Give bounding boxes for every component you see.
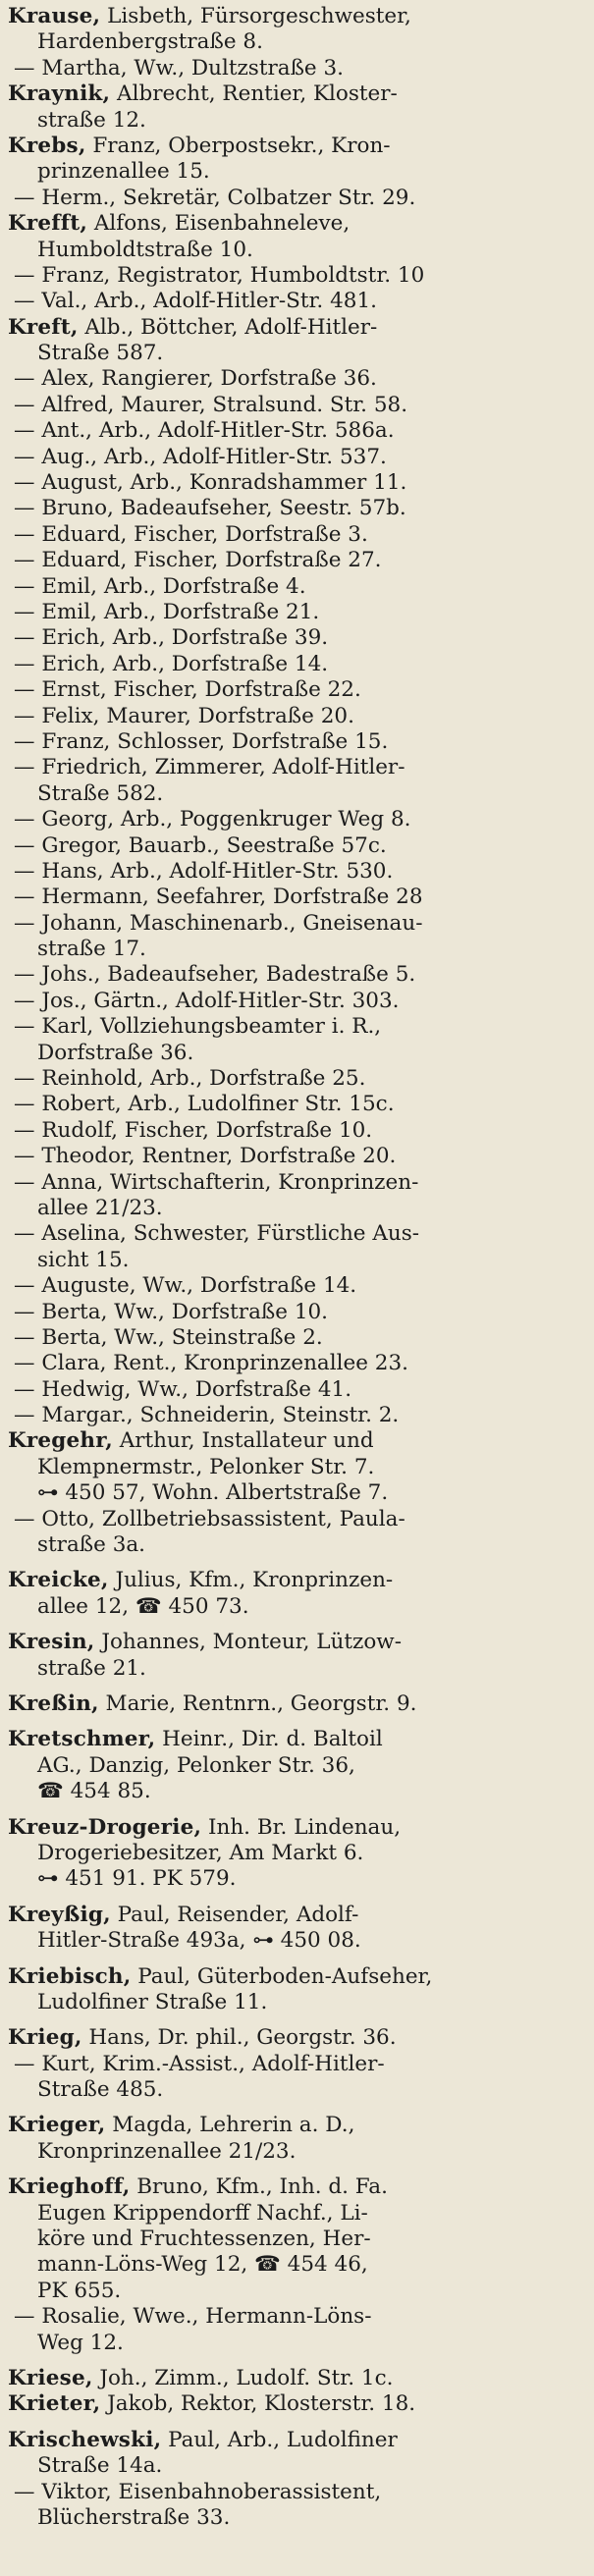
directory-continuation: [8, 1532, 584, 1558]
entry-text: — Alfred, Maurer, Stralsund. Str. 58.: [14, 392, 408, 417]
entry-text: — Robert, Arb., Ludolfiner Str. 15c.: [14, 1092, 395, 1117]
entry-surname: Kreuz-Drogerie,: [8, 1814, 202, 1840]
directory-subentry: [8, 704, 584, 729]
entry-text: — Bruno, Badeaufseher, Seestr. 57b.: [14, 496, 406, 521]
entry-text: — Aug., Arb., Adolf-Hitler-Str. 537.: [14, 444, 387, 469]
entry-text: — Erich, Arb., Dorfstraße 39.: [14, 625, 329, 651]
entry-text: — Herm., Sekretär, Colbatzer Str. 29.: [14, 185, 416, 210]
entry-surname: Krebs,: [8, 133, 86, 158]
directory-continuation: [8, 1480, 584, 1506]
directory-subentry: [8, 911, 584, 937]
entry-text: ⊶ 450 57, Wohn. Albertstraße 7.: [37, 1480, 389, 1506]
entry-text: — Hermann, Seefahrer, Dorfstraße 28: [14, 885, 423, 910]
directory-continuation: [8, 1455, 584, 1480]
entry-text: Lisbeth, Fürsorgeschwester,: [100, 4, 411, 28]
directory-entry: [8, 2391, 584, 2417]
directory-continuation: [8, 2252, 584, 2278]
entry-text: — Martha, Ww., Dultzstraße 3.: [14, 55, 345, 80]
entry-text: Kronprinzenallee 21/23.: [37, 2138, 297, 2164]
entry-surname: Krieger,: [8, 2113, 106, 2138]
directory-entry: [8, 2366, 584, 2391]
entry-text: — Alex, Rangierer, Dorfstraße 36.: [14, 366, 377, 392]
entry-text: — Viktor, Eisenbahnoberassistent,: [14, 2479, 382, 2504]
entry-text: Hitler-Straße 493a, ⊶ 450 08.: [37, 1928, 361, 1954]
entry-text: — Berta, Ww., Dorfstraße 10.: [14, 1299, 329, 1324]
entry-surname: Krefft,: [8, 211, 88, 237]
directory-continuation: [8, 2201, 584, 2227]
directory-continuation: [8, 2077, 584, 2103]
directory-continuation: [8, 29, 584, 55]
directory-subentry: [8, 885, 584, 910]
entry-text: — Theodor, Rentner, Dorfstraße 20.: [14, 1144, 397, 1169]
entry-text: Straße 582.: [37, 780, 164, 806]
directory-subentry: [8, 1300, 584, 1325]
directory-entry: [8, 1903, 584, 1928]
entry-text: Magda, Lehrerin a. D.,: [105, 2113, 355, 2138]
entry-text: — Johs., Badeaufseher, Badestraße 5.: [14, 962, 416, 988]
directory-subentry: [8, 393, 584, 418]
entry-text: — Friedrich, Zimmerer, Adolf-Hitler-: [14, 755, 405, 780]
entry-surname: Krieghoff,: [8, 2174, 131, 2200]
entry-surname: Kriese,: [8, 2365, 93, 2390]
entry-surname: Kresin,: [8, 1630, 95, 1655]
directory-subentry: [8, 1092, 584, 1117]
directory-subentry: [8, 263, 584, 289]
entry-text: Marie, Rentnrn., Georgstr. 9.: [98, 1691, 417, 1716]
directory-continuation: [8, 238, 584, 263]
entry-surname: Kreft,: [8, 314, 79, 340]
entry-text: ☎ 454 85.: [37, 1779, 151, 1804]
entry-text: — Karl, Vollziehungsbeamter i. R.,: [14, 1014, 382, 1040]
entry-text: Klempnermstr., Pelonker Str. 7.: [37, 1454, 375, 1479]
directory-subentry: [8, 2304, 584, 2330]
entry-text: Ludolfiner Straße 11.: [37, 1989, 268, 2014]
directory-subentry: [8, 2052, 584, 2077]
entry-text: — Rudolf, Fischer, Dorfstraße 10.: [14, 1117, 373, 1143]
directory-entry: [8, 4, 584, 29]
entry-text: — Emil, Arb., Dorfstraße 21.: [14, 599, 320, 624]
entry-text: Weg 12.: [37, 2330, 124, 2355]
directory-subentry: [8, 677, 584, 703]
directory-subentry: [8, 729, 584, 755]
entry-text: — Hedwig, Ww., Dorfstraße 41.: [14, 1376, 352, 1402]
directory-subentry: [8, 470, 584, 496]
entry-text: — August, Arb., Konradshammer 11.: [14, 470, 407, 496]
entry-text: Franz, Oberpostsekr., Kron-: [85, 133, 391, 158]
entry-text: — Anna, Wirtschafterin, Kronprinzen-: [14, 1169, 419, 1195]
entry-text: — Franz, Schlosser, Dorfstraße 15.: [14, 728, 389, 754]
directory-entry: [8, 1568, 584, 1593]
entry-text: straße 3a.: [37, 1532, 146, 1558]
directory-entry: [8, 315, 584, 341]
entry-text: Joh., Zimm., Ludolf. Str. 1c.: [92, 2365, 394, 2390]
directory-subentry: [8, 833, 584, 859]
directory-subentry: [8, 1014, 584, 1040]
directory-continuation: [8, 2505, 584, 2531]
entry-text: Johannes, Monteur, Lützow-: [94, 1630, 402, 1655]
entry-text: straße 17.: [37, 937, 146, 962]
directory-subentry: [8, 1170, 584, 1196]
directory-subentry: [8, 418, 584, 444]
directory-subentry: [8, 522, 584, 548]
entry-surname: Kreyßig,: [8, 1902, 111, 1927]
entry-text: Dorfstraße 36.: [37, 1040, 194, 1065]
directory-continuation: [8, 1928, 584, 1954]
directory-entry: [8, 2113, 584, 2138]
directory-subentry: [8, 445, 584, 470]
directory-subentry: [8, 625, 584, 651]
directory-subentry: [8, 1118, 584, 1144]
directory-entry: [8, 1428, 584, 1454]
directory-subentry: [8, 496, 584, 521]
entry-text: PK 655.: [37, 2278, 122, 2303]
entry-text: straße 12.: [37, 107, 146, 133]
directory-subentry: [8, 989, 584, 1014]
entry-text: — Aselina, Schwester, Fürstliche Aus-: [14, 1221, 420, 1247]
entry-text: Paul, Güterboden-Aufseher,: [131, 1963, 433, 1989]
entry-text: — Emil, Arb., Dorfstraße 4.: [14, 573, 306, 599]
directory-continuation: [8, 108, 584, 134]
directory-subentry: [8, 1507, 584, 1532]
directory-subentry: [8, 289, 584, 314]
entry-text: — Margar., Schneiderin, Steinstr. 2.: [14, 1403, 400, 1428]
directory-subentry: [8, 1325, 584, 1351]
directory-subentry: [8, 366, 584, 392]
entry-text: mann-Löns-Weg 12, ☎ 454 46,: [37, 2252, 368, 2278]
entry-text: — Otto, Zollbetriebsassistent, Paula-: [14, 1506, 405, 1531]
entry-text: Arthur, Installateur und: [112, 1428, 374, 1454]
entry-text: Inh. Br. Lindenau,: [201, 1814, 402, 1840]
directory-continuation: [8, 341, 584, 366]
entry-text: Alfons, Eisenbahneleve,: [87, 211, 351, 237]
entry-text: — Val., Arb., Adolf-Hitler-Str. 481.: [14, 289, 377, 314]
directory-continuation: [8, 1248, 584, 1273]
directory-continuation: [8, 1041, 584, 1066]
entry-surname: Kraynik,: [8, 81, 111, 107]
entry-text: Paul, Arb., Ludolfiner: [161, 2427, 398, 2452]
entry-surname: Krieter,: [8, 2391, 101, 2417]
directory-subentry: [8, 962, 584, 988]
directory-entry: [8, 2174, 584, 2200]
directory-continuation: [8, 937, 584, 962]
directory-subentry: [8, 1066, 584, 1092]
entry-text: Jakob, Rektor, Klosterstr. 18.: [100, 2391, 416, 2417]
directory-entry: [8, 1964, 584, 1990]
entry-text: — Jos., Gärtn., Adolf-Hitler-Str. 303.: [14, 988, 400, 1013]
directory-subentry: [8, 1144, 584, 1169]
entry-text: — Clara, Rent., Kronprinzenallee 23.: [14, 1351, 408, 1376]
entry-text: prinzenallee 15.: [37, 159, 210, 185]
entry-surname: Kriebisch,: [8, 1963, 132, 1989]
entry-text: allee 12, ☎ 450 73.: [37, 1593, 249, 1619]
entry-text: Humboldtstraße 10.: [37, 237, 253, 262]
directory-subentry: [8, 859, 584, 885]
entry-text: — Felix, Maurer, Dorfstraße 20.: [14, 703, 354, 728]
entry-surname: Krause,: [8, 4, 101, 28]
directory-continuation: [8, 2279, 584, 2304]
entry-text: Drogeriebesitzer, Am Markt 6.: [37, 1840, 364, 1865]
entry-text: straße 21.: [37, 1655, 146, 1681]
entry-text: — Hans, Arb., Adolf-Hitler-Str. 530.: [14, 858, 394, 884]
entry-text: — Gregor, Bauarb., Seestraße 57c.: [14, 832, 387, 858]
entry-text: — Eduard, Fischer, Dorfstraße 27.: [14, 548, 382, 573]
entry-text: Straße 587.: [37, 341, 164, 366]
entry-text: — Ernst, Fischer, Dorfstraße 22.: [14, 677, 361, 703]
entry-text: ⊶ 451 91. PK 579.: [37, 1866, 237, 1892]
entry-text: — Georg, Arb., Poggenkruger Weg 8.: [14, 807, 411, 832]
directory-subentry: [8, 1221, 584, 1247]
directory-entry: [8, 2025, 584, 2051]
directory-continuation: [8, 1594, 584, 1620]
entry-text: — Auguste, Ww., Dorfstraße 14.: [14, 1273, 357, 1299]
directory-subentry: [8, 1273, 584, 1299]
directory-subentry: [8, 1351, 584, 1376]
entry-text: Eugen Krippendorff Nachf., Li-: [37, 2200, 368, 2226]
entry-text: — Johann, Maschinenarb., Gneisenau-: [14, 910, 423, 936]
directory-continuation: [8, 2453, 584, 2479]
directory-subentry: [8, 548, 584, 573]
directory-continuation: [8, 1841, 584, 1866]
entry-text: AG., Danzig, Pelonker Str. 36,: [37, 1752, 355, 1778]
entry-surname: Kreßin,: [8, 1691, 99, 1716]
directory-continuation: [8, 1779, 584, 1804]
entry-surname: Kretschmer,: [8, 1727, 156, 1752]
directory-continuation: [8, 2139, 584, 2165]
entry-surname: Kreicke,: [8, 1568, 109, 1593]
directory-entry: [8, 1815, 584, 1841]
entry-text: — Eduard, Fischer, Dorfstraße 3.: [14, 521, 368, 547]
entry-text: Bruno, Kfm., Inh. d. Fa.: [130, 2174, 388, 2200]
entry-surname: Krischewski,: [8, 2427, 162, 2452]
entry-surname: Kregehr,: [8, 1428, 113, 1454]
entry-text: Straße 485.: [37, 2077, 164, 2103]
directory-entry: [8, 1691, 584, 1717]
directory-subentry: [8, 755, 584, 780]
directory-entry: [8, 81, 584, 107]
directory-subentry: [8, 652, 584, 677]
entry-text: — Erich, Arb., Dorfstraße 14.: [14, 651, 329, 676]
directory-subentry: [8, 807, 584, 832]
directory-entry: [8, 2428, 584, 2453]
entry-text: — Ant., Arb., Adolf-Hitler-Str. 586a.: [14, 418, 395, 444]
entry-text: sicht 15.: [37, 1247, 130, 1272]
directory-continuation: [8, 1866, 584, 1892]
directory-subentry: [8, 1377, 584, 1403]
directory-continuation: [8, 1753, 584, 1779]
entry-text: Blücherstraße 33.: [37, 2504, 231, 2530]
entry-text: — Kurt, Krim.-Assist., Adolf-Hitler-: [14, 2051, 385, 2076]
entry-text: — Reinhold, Arb., Dorfstraße 25.: [14, 1066, 366, 1092]
directory-subentry: [8, 186, 584, 211]
directory-subentry: [8, 600, 584, 625]
entry-text: — Berta, Ww., Steinstraße 2.: [14, 1324, 323, 1350]
entry-text: allee 21/23.: [37, 1195, 163, 1220]
entry-text: Straße 14a.: [37, 2453, 163, 2479]
directory-continuation: [8, 159, 584, 185]
directory-entry: [8, 134, 584, 159]
entry-text: Paul, Reisender, Adolf-: [110, 1902, 359, 1927]
directory-subentry: [8, 1403, 584, 1428]
directory-entry: [8, 1727, 584, 1752]
entry-text: Albrecht, Rentier, Kloster-: [110, 81, 398, 107]
directory-continuation: [8, 2227, 584, 2252]
directory-continuation: [8, 1196, 584, 1221]
entry-text: Julius, Kfm., Kronprinzen-: [108, 1568, 394, 1593]
directory-subentry: [8, 2480, 584, 2505]
entry-text: — Rosalie, Wwe., Hermann-Löns-: [14, 2304, 372, 2330]
entry-text: köre und Fruchtessenzen, Her-: [37, 2227, 371, 2252]
directory-continuation: [8, 781, 584, 807]
directory-entry: [8, 1630, 584, 1655]
directory-entry: [8, 211, 584, 237]
directory-continuation: [8, 2331, 584, 2356]
directory-continuation: [8, 1990, 584, 2015]
entry-text: — Franz, Registrator, Humboldtstr. 10: [14, 262, 425, 288]
entry-text: Hans, Dr. phil., Georgstr. 36.: [81, 2025, 397, 2051]
entry-text: Hardenbergstraße 8.: [37, 29, 263, 55]
entry-text: Alb., Böttcher, Adolf-Hitler-: [78, 314, 378, 340]
entry-text: Heinr., Dir. d. Baltoil: [155, 1727, 383, 1752]
directory-subentry: [8, 574, 584, 600]
directory-subentry: [8, 56, 584, 81]
entry-surname: Krieg,: [8, 2025, 82, 2051]
directory-continuation: [8, 1656, 584, 1682]
